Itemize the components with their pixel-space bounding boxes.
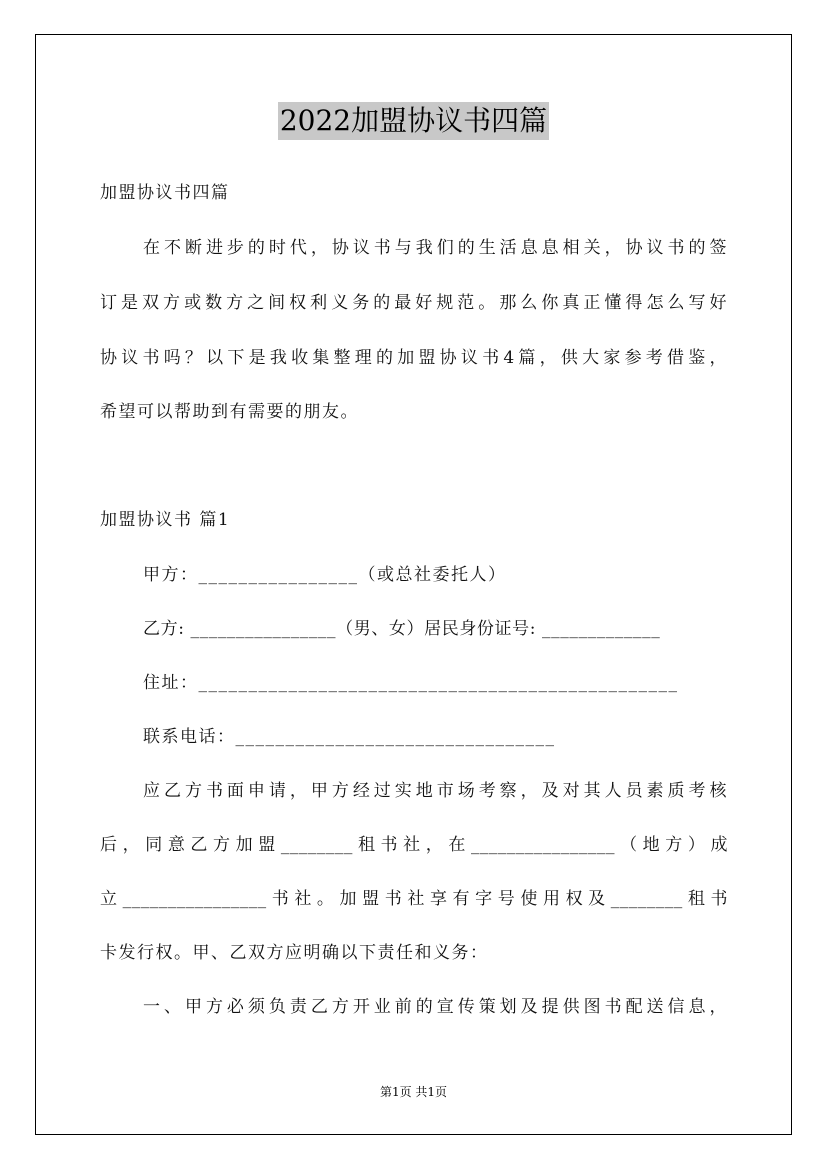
body-line-4: 卡发行权。甲、乙双方应明确以下责任和义务： [100,943,489,963]
party-b-line: 乙方: ________________（男、女）居民身份证号: _____________ [143,619,661,639]
body-line-1: 应乙方书面申请，甲方经过实地市场考察，及对其人员素质考核 [143,781,728,801]
intro-line-3: 协议书吗？以下是我收集整理的加盟协议书4篇，供大家参考借鉴， [100,348,728,368]
body-line-5: 一、甲方必须负责乙方开业前的宣传策划及提供图书配送信息， [143,997,728,1017]
party-a-line: 甲方：________________（或总社委托人） [143,565,507,585]
intro-line-4: 希望可以帮助到有需要的朋友。 [100,402,359,422]
title-wrap [0,102,827,140]
document-subtitle: 加盟协议书四篇 [100,183,230,203]
address-line: 住址：________________________________________________ [143,673,679,693]
body-line-3: 立________________书社。加盟书社享有字号使用权及________租书 [100,889,728,909]
phone-line: 联系电话：________________________________ [143,727,556,747]
page-footer: 第1页 共1页 [379,1085,448,1099]
section-heading: 加盟协议书 篇1 [100,510,231,530]
intro-line-2: 订是双方或数方之间权利义务的最好规范。那么你真正懂得怎么写好 [100,293,728,313]
body-line-2: 后，同意乙方加盟________租书社，在________________（地方）成 [100,835,728,855]
document-title: 2022加盟协议书四篇 [278,102,549,140]
intro-line-1: 在不断进步的时代，协议书与我们的生活息息相关，协议书的签 [143,238,728,258]
